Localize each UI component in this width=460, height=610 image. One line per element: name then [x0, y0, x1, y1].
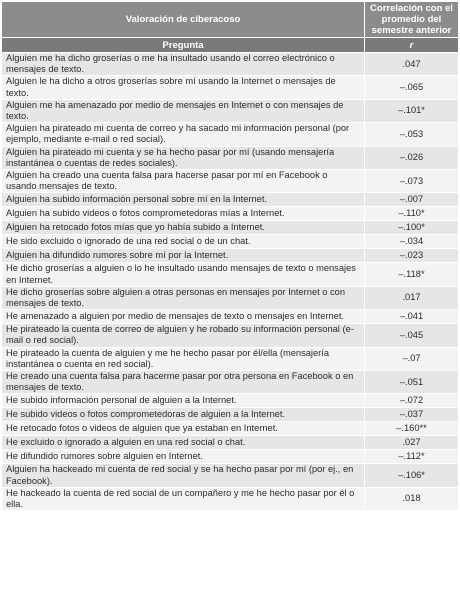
correlation-table-container: [1, 1, 458, 511]
r-value-cell: –.053: [365, 123, 459, 146]
question-cell: He subido videos o fotos comprometedoras de alguien a la Internet.: [2, 408, 365, 422]
table-row: [2, 371, 459, 394]
r-value-cell: –.118*: [365, 263, 459, 286]
question-cell: He hackeado la cuenta de red social de un compañero y me he hecho pasar por él o ella.: [2, 487, 365, 510]
r-value-cell: –.100*: [365, 221, 459, 235]
question-cell: Alguien ha hackeado mi cuenta de red social y se ha hecho pasar por mí (por ej., en Facebook).: [2, 464, 365, 487]
r-value-cell: –.073: [365, 170, 459, 193]
question-cell: He subido información personal de alguien a la Internet.: [2, 394, 365, 408]
r-value-cell: .018: [365, 487, 459, 510]
table-row: [2, 146, 459, 169]
table-row: [2, 394, 459, 408]
r-value-cell: –.072: [365, 394, 459, 408]
r-value-cell: –.034: [365, 235, 459, 249]
question-cell: Alguien ha retocado fotos mías que yo había subido a Internet.: [2, 221, 365, 235]
table-row: [2, 193, 459, 207]
table-row: [2, 53, 459, 76]
question-cell: Alguien ha pirateado mi cuenta y se ha hecho pasar por mí (usando mensajería instantánea o cuentas de redes sociales).: [2, 146, 365, 169]
r-value-cell: –.110*: [365, 207, 459, 221]
r-value-cell: .027: [365, 436, 459, 450]
question-cell: He sido excluido o ignorado de una red social o de un chat.: [2, 235, 365, 249]
question-cell: He dicho groserías a alguien o lo he insultado usando mensajes de texto o mensajes en Internet.: [2, 263, 365, 286]
question-cell: Alguien ha subido información personal sobre mí en la Internet.: [2, 193, 365, 207]
table-row: [2, 408, 459, 422]
table-row: [2, 310, 459, 324]
correlation-table: [1, 1, 459, 511]
r-value-cell: –.106*: [365, 464, 459, 487]
table-row: [2, 76, 459, 99]
question-cell: Alguien le ha dicho a otros groserías sobre mí usando la Internet o mensajes de texto.: [2, 76, 365, 99]
r-value-cell: –.045: [365, 324, 459, 347]
question-cell: He creado una cuenta falsa para hacerme pasar por otra persona en Facebook o en mensajes de texto.: [2, 371, 365, 394]
question-cell: Alguien ha difundido rumores sobre mí por la Internet.: [2, 249, 365, 263]
table-row: [2, 450, 459, 464]
r-value-cell: –.051: [365, 371, 459, 394]
table-row: [2, 436, 459, 450]
r-value-cell: –.065: [365, 76, 459, 99]
r-value-cell: –.041: [365, 310, 459, 324]
question-cell: He difundido rumores sobre alguien en Internet.: [2, 450, 365, 464]
question-cell: He retocado fotos o videos de alguien que ya estaban en Internet.: [2, 422, 365, 436]
header-correlacion: Correlación con el promedio del semestre anterior: [365, 2, 459, 38]
table-row: [2, 99, 459, 122]
r-value-cell: –.037: [365, 408, 459, 422]
table-row: [2, 221, 459, 235]
table-row: [2, 207, 459, 221]
table-row: [2, 347, 459, 370]
table-row: [2, 422, 459, 436]
r-value-cell: –.007: [365, 193, 459, 207]
r-value-cell: –.026: [365, 146, 459, 169]
question-cell: Alguien me ha amenazado por medio de mensajes en Internet o con mensajes de texto.: [2, 99, 365, 122]
r-value-cell: –.160**: [365, 422, 459, 436]
r-value-cell: –.023: [365, 249, 459, 263]
header-valoracion: Valoración de ciberacoso: [2, 2, 365, 38]
r-value-cell: –.07: [365, 347, 459, 370]
question-cell: He dicho groserías sobre alguien a otras personas en mensajes por Internet o con mensajes de texto.: [2, 286, 365, 309]
question-cell: He pirateado la cuenta de correo de alguien y he robado su información personal (e-mail o red social).: [2, 324, 365, 347]
table-row: [2, 286, 459, 309]
table-row: [2, 324, 459, 347]
table-row: [2, 263, 459, 286]
table-row: [2, 249, 459, 263]
table-row: [2, 464, 459, 487]
r-value-cell: .047: [365, 53, 459, 76]
table-row: [2, 235, 459, 249]
question-cell: He amenazado a alguien por medio de mensajes de texto o mensajes en Internet.: [2, 310, 365, 324]
question-cell: He excluido o ignorado a alguien en una red social o chat.: [2, 436, 365, 450]
question-cell: Alguien me ha dicho groserías o me ha insultado usando el correo electrónico o mensajes de texto.: [2, 53, 365, 76]
table-row: [2, 170, 459, 193]
r-value-cell: –.101*: [365, 99, 459, 122]
subheader-r: r: [365, 38, 459, 53]
question-cell: Alguien ha creado una cuenta falsa para hacerse pasar por mí en Facebook o usando mensajes de texto.: [2, 170, 365, 193]
table-row: [2, 123, 459, 146]
r-value-cell: –.112*: [365, 450, 459, 464]
r-value-cell: .017: [365, 286, 459, 309]
question-cell: Alguien ha subido videos o fotos comprometedoras mías a Internet.: [2, 207, 365, 221]
question-cell: Alguien ha pirateado mi cuenta de correo y ha sacado mi información personal (por ejemplo, mediante e-mail o red social).: [2, 123, 365, 146]
subheader-pregunta: Pregunta: [2, 38, 365, 53]
table-row: [2, 487, 459, 510]
question-cell: He pirateado la cuenta de alguien y me he hecho pasar por él/ella (mensajería instantánea o cuenta en red social).: [2, 347, 365, 370]
